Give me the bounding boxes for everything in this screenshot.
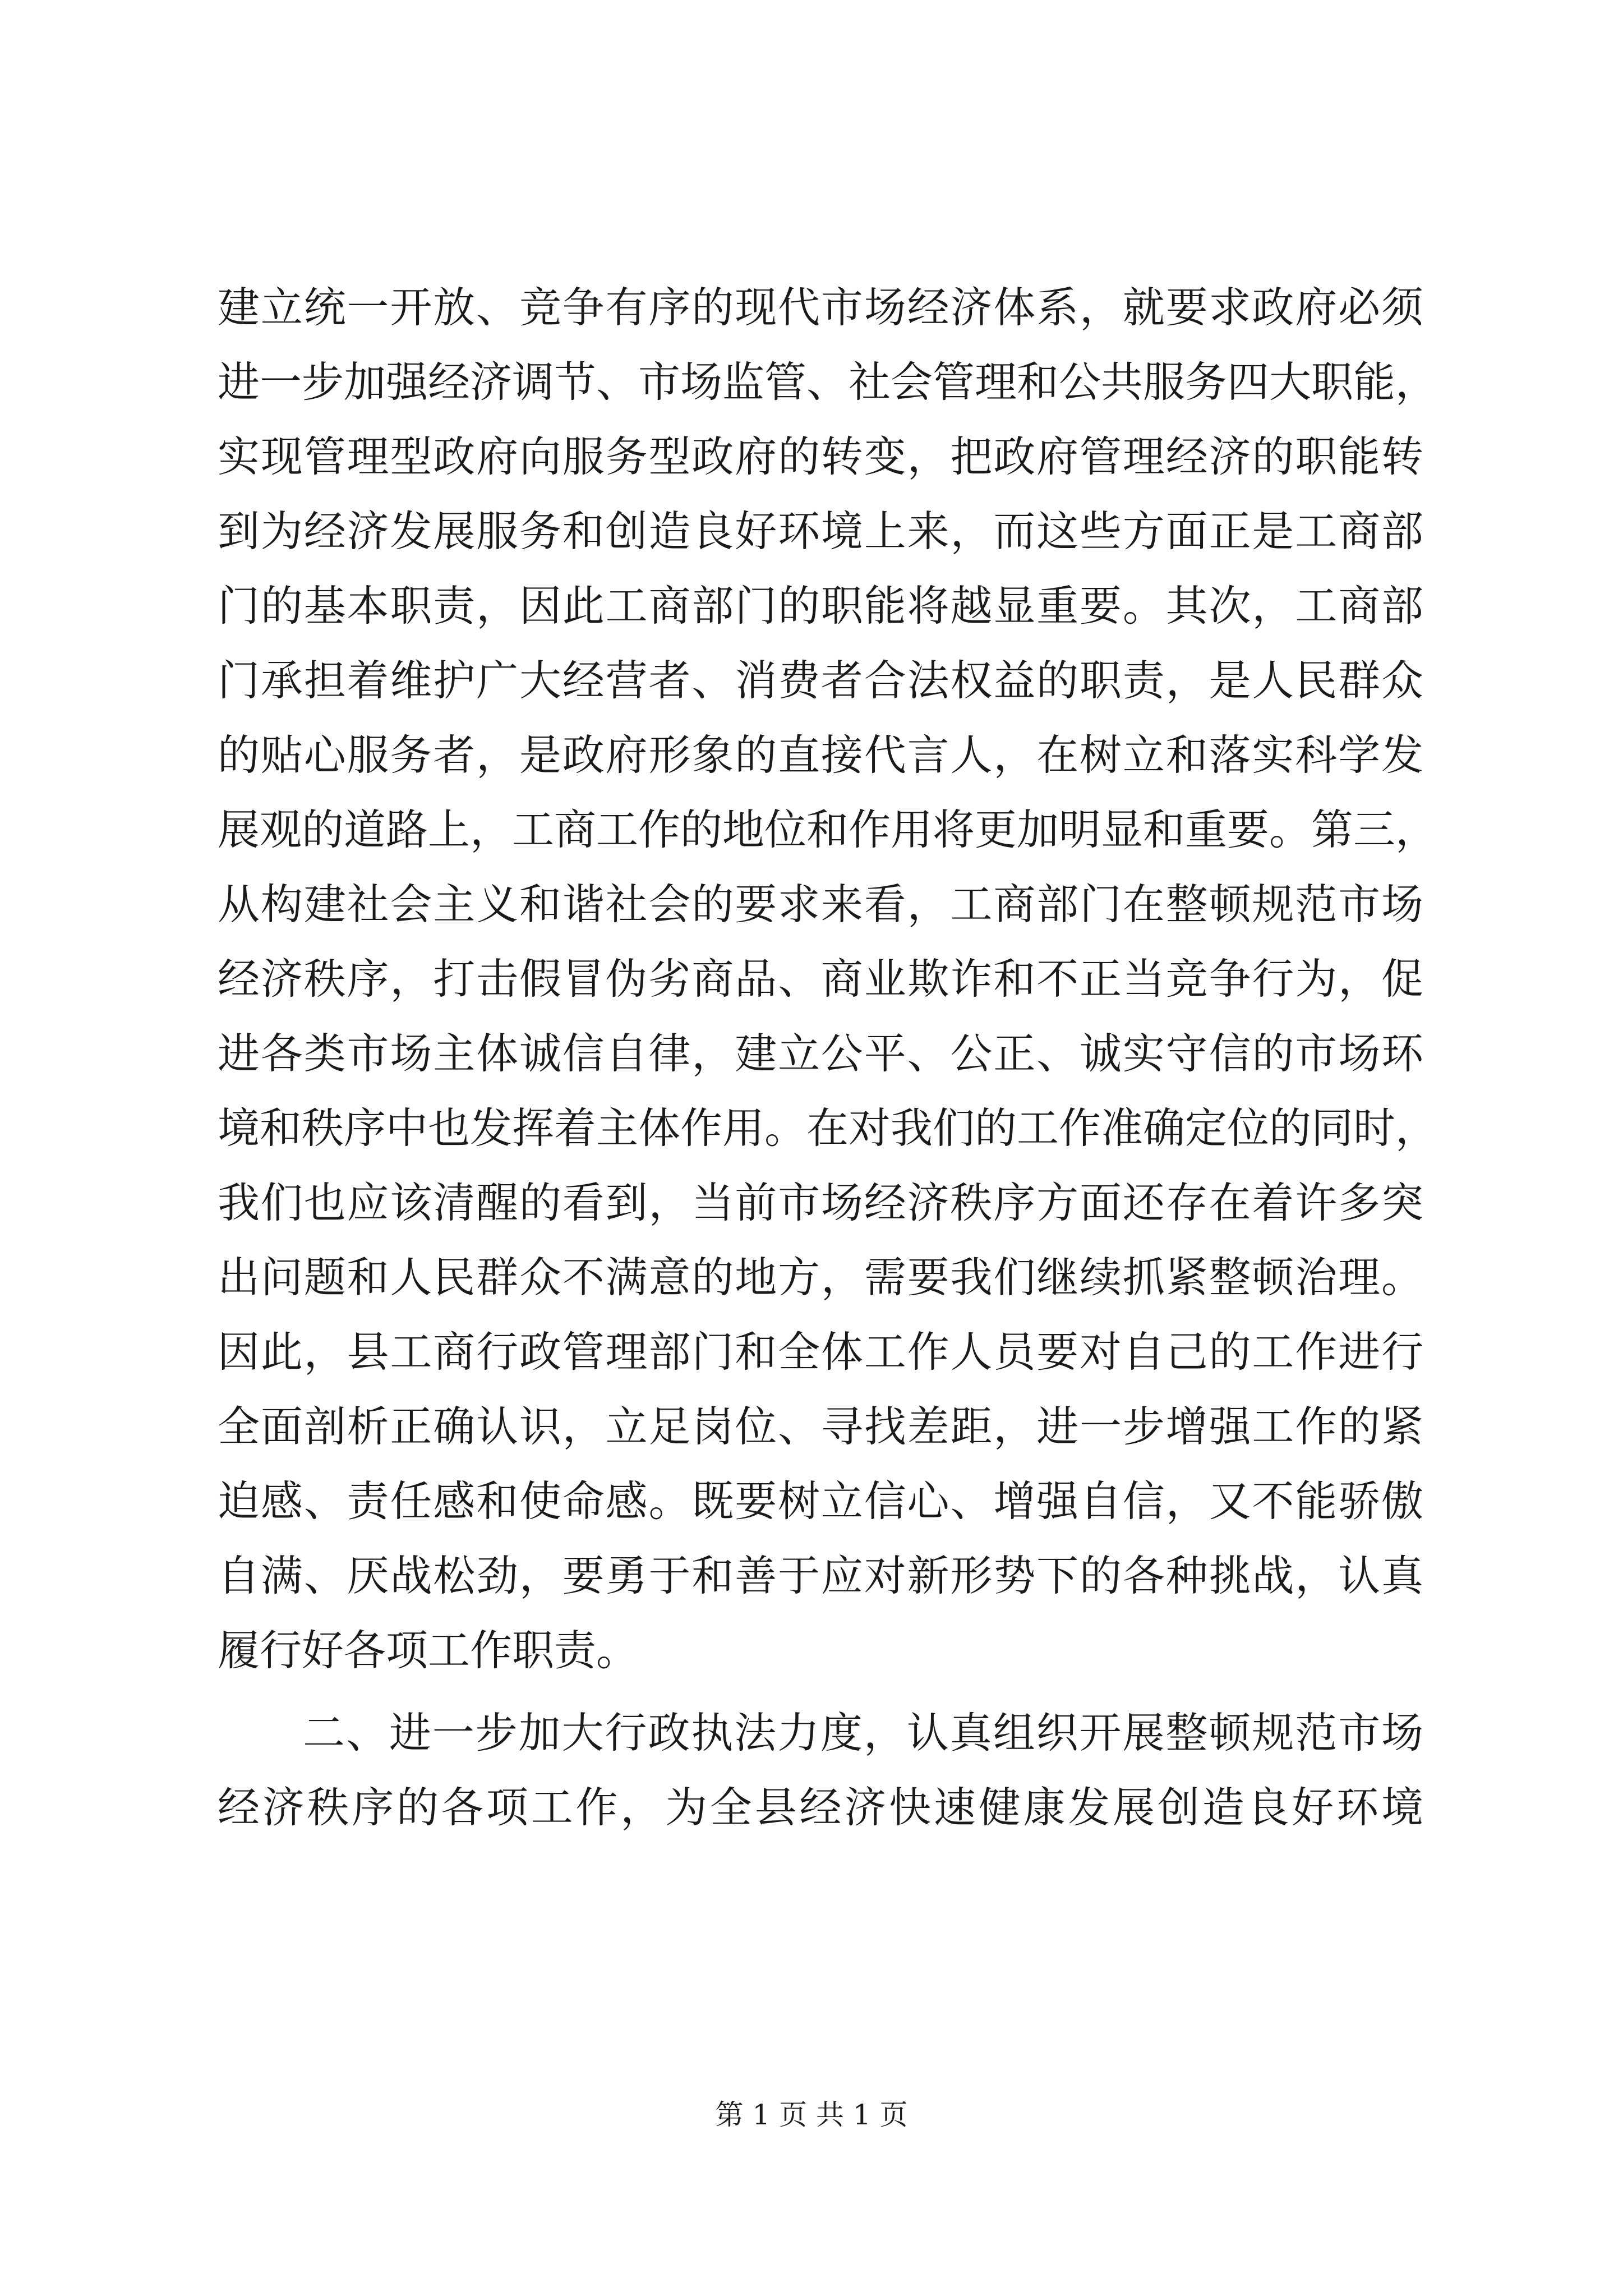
body-line-14: 出问题和人民群众不满意的地方，需要我们继续抓紧整顿治理。 [218,1253,1423,1302]
body-line-9: 从构建社会主义和谐社会的要求来看，工商部门在整顿规范市场 [218,880,1423,929]
body-line-15: 因此，县工商行政管理部门和全体工作人员要对自己的工作进行 [218,1327,1423,1377]
body-line-13: 我们也应该清醒的看到，当前市场经济秩序方面还存在着许多突 [218,1178,1423,1227]
page-number-footer: 第 1 页 共 1 页 [715,2099,908,2131]
body-line-17: 迫感、责任感和使命感。既要树立信心、增强自信，又不能骄傲 [218,1476,1423,1526]
body-line-16: 全面剖析正确认识，立足岗位、寻找差距，进一步增强工作的紧 [218,1402,1423,1451]
section-heading-line-2: 经济秩序的各项工作，为全县经济快速健康发展创造良好环境 [218,1783,1423,1832]
body-line-19: 履行好各项工作职责。 [218,1626,639,1675]
body-line-4: 到为经济发展服务和创造良好环境上来，而这些方面正是工商部 [218,507,1423,556]
body-line-7: 的贴心服务者，是政府形象的直接代言人，在树立和落实科学发 [218,730,1423,780]
body-line-10: 经济秩序，打击假冒伪劣商品、商业欺诈和不正当竞争行为，促 [218,954,1423,1004]
body-line-12: 境和秩序中也发挥着主体作用。在对我们的工作准确定位的同时， [218,1103,1438,1153]
body-line-11: 进各类市场主体诚信自律，建立公平、公正、诚实守信的市场环 [218,1029,1423,1078]
body-line-18: 自满、厌战松劲，要勇于和善于应对新形势下的各种挑战，认真 [218,1551,1423,1600]
body-line-3: 实现管理型政府向服务型政府的转变，把政府管理经济的职能转 [218,432,1423,481]
body-line-6: 门承担着维护广大经营者、消费者合法权益的职责，是人民群众 [218,656,1423,705]
body-line-8: 展观的道路上，工商工作的地位和作用将更加明显和重要。第三， [218,805,1438,854]
section-heading-line-1: 二、进一步加大行政执法力度，认真组织开展整顿规范市场 [303,1708,1423,1757]
body-line-5: 门的基本职责，因此工商部门的职能将越显重要。其次，工商部 [218,581,1423,631]
body-line-2: 进一步加强经济调节、市场监管、社会管理和公共服务四大职能， [218,357,1438,407]
body-line-1: 建立统一开放、竞争有序的现代市场经济体系，就要求政府必须 [218,283,1423,332]
